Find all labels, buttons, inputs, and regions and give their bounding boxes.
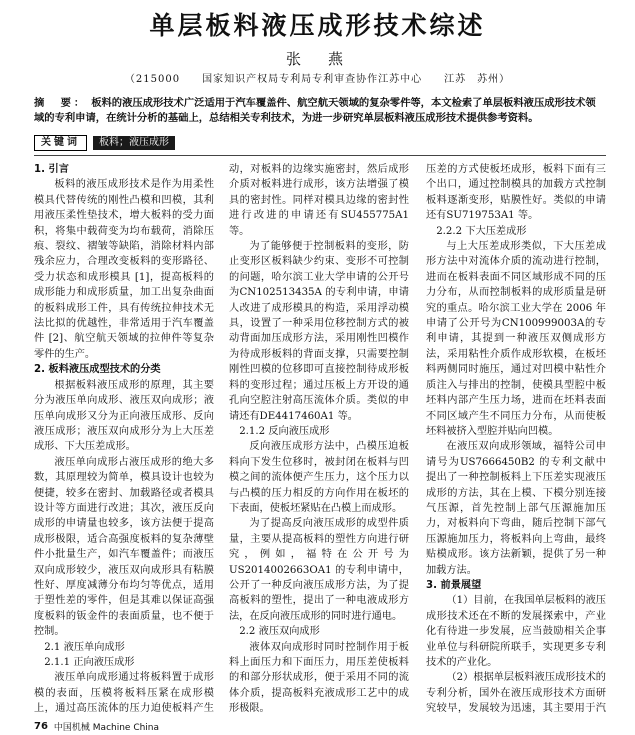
section-heading: 3. 前景展望 bbox=[426, 579, 482, 591]
body-paragraph: （2）根据单层板料液压成形技术的专利分析，国外在液压成形技术方面研究较早，发展较为迅速，其主要用于汽 bbox=[426, 672, 606, 715]
abstract-text: 板料的液压成形技术广泛适用于汽车覆盖件、航空航天领域的复杂零件等，本文检索了单层板料液压成形技术领域的专利申请，在统计分析的基础上，总结相关专利技术，为进一步研究单层板料液压成形技术提供参考资料。 bbox=[34, 97, 596, 124]
body-paragraph: 为了能够便于控制板料的变形，防止变形区板料缺少约束、变形不可控制的问题，哈尔滨工业大学申请的公开号为CN102513435A 的专利申请，申请人改进了成形模具的构造，采用浮动模具，设置了一种采用位移控制方式的被动背面加压成形方法，采用刚性凹模作为待成形板料的背面支撑，只需要控制刚性凹模的位移即可直接控制待成形板料的变形过程；通过压板上方开设的通孔向空腔注射高压流体介质。类似的申请还有DE4417460A1 等。 bbox=[229, 241, 409, 422]
body-paragraph: 液压单向成形通过将板料置于成形模的表面，压模将板料压紧在成形模上，通过高压流体的压力迫使板料产生 bbox=[34, 672, 214, 715]
author-affiliation: （215000 国家知识产权局专利局专利审查协作江苏中心 江苏 苏州） bbox=[124, 74, 511, 85]
section-heading: 2. 板料液压成型技术的分类 bbox=[34, 364, 161, 376]
subsection-heading: 2.1.1 正向液压成形 bbox=[44, 657, 135, 668]
keywords bbox=[34, 135, 175, 151]
paper-title: 单层板料液压成形技术综述 bbox=[149, 11, 486, 40]
abstract bbox=[34, 96, 606, 126]
body-paragraph: 液体双向成形时同时控制作用于板料上面压力和下面压力，用压差使板料的和部分形状成形，便于采用不同的流体介质，提高板料充液成形工艺中的成形极限。 bbox=[229, 641, 409, 715]
author-name: 张 燕 bbox=[285, 50, 349, 68]
body-paragraph: 与上大压差成形类似，下大压差成形方法中对流体介质的流动进行控制，进而在板料表面不同区域形成不同的压力分布，从而控制板料的成形质量是研究的重点。哈尔滨工业大学在 2006 年申请了公开号为CN100999003A的专利申请，其提到一种液压双侧成形方法，采用粘性介质作成形软模，在板坯料两侧同时施压，通过对凹模中粘性介质注入与排出的控制，使模具型腔中板坯料内部产生压力场，进而在坯料表面不同区域产生不同压力分布，从而使板坯料被挤入型腔并贴向凹模。 bbox=[426, 241, 606, 437]
section-heading: 1. 引言 bbox=[34, 164, 69, 175]
page-number: 76 bbox=[34, 720, 48, 732]
subsection-heading: 2.1 液压单向成形 bbox=[44, 641, 125, 653]
keywords-label: 关键词 bbox=[34, 135, 87, 151]
subsection-heading bbox=[229, 717, 409, 718]
body-paragraph: 动，对板料的边缘实施密封，然后成形介质对板料进行成形，该方法增强了模具的密封性。同样对模具边缘的密封性进行改进的申请还有SU455775A1 等。 bbox=[229, 164, 409, 237]
body-paragraph: 液压单向成形占液压成形的绝大多数，其原理较为简单，模具设计也较为便捷，较多在密封、加载路径或者模具设计等方面进行改进；其次，液压反向成形的申请量也较多，该方法便于提高成形极限，适合高强度板料的复杂薄壁件小批量生产，如汽车覆盖件；而液压双向成形较少，液压双向成形具有粘膜性好、厚度减薄分布均匀等优点，适用于塑性差的零件，但是其难以保证高强度板料的钣金件的表面质量，也不便于控制。 bbox=[34, 456, 214, 638]
subsection-heading: 2.1.2 反向液压成形 bbox=[239, 425, 330, 437]
subsection-heading: 2.2 液压双向成形 bbox=[239, 626, 320, 638]
body-paragraph: 压差的方式使板坯成形，板料下面有三个出口，通过控制模具的加载方式控制板料逐渐变形，贴膜性好。类似的申请还有SU719753A1 等。 bbox=[426, 164, 606, 222]
text-column-2 bbox=[229, 162, 409, 718]
text-column-3 bbox=[426, 162, 606, 718]
body-paragraph: 为了提高反向液压成形的成型件质量，主要从提高板料的塑性方向进行研究，例如，福特在公开号为US2014002663OA1 的专利申请中，公开了一种反向液压成形方法，为了提高板料的塑性，提出了一种电液成形方法，在反向液压成形的同时进行通电。 bbox=[229, 518, 409, 622]
body-paragraph: （1）目前，在我国单层板料的液压成形技术还在不断的发展探索中，产业化有待进一步发展，应当鼓励相关企事业单位与科研院所联手，实现更多专利技术的产业化。 bbox=[426, 595, 606, 668]
body-paragraph: 根据板料液压成形的原理，其主要分为液压单向成形、液压双向成形；液压单向成形又分为正向液压成形、反向液压成形；液压双向成形分为上大压差成形、下大压差成形。 bbox=[34, 379, 214, 453]
header-divider bbox=[34, 155, 606, 156]
journal-name: 中国机械 Machine China bbox=[53, 722, 160, 733]
body-paragraph: 在液压双向成形领域，福特公司申请号为US7666450B2 的专利文献中提出了一种控制板料上下压差实现液压成形的方法，其在上模、下模分别连接气压源，首先控制上部气压源施加压力，对板料向下弯曲，随后控制下部气压源施加压力，将板料向上弯曲，最终贴模成形。该方法新颖，提供了另一种加载方法。 bbox=[426, 441, 606, 576]
keywords-value: 板料；液压成形 bbox=[93, 136, 175, 150]
text-column-1 bbox=[34, 162, 214, 718]
body-paragraph: 板料的液压成形技术是作为用柔性模具代替传统的刚性凸模和凹模，其利用液压柔性垫技术，增大板料的受力面积，将集中载荷变为均布载荷，消除压痕、裂纹、褶皱等缺陷，消除材料内部残余应力，合理改变板料的变形路径、受力状态和成形模具 [1]，提高板料的成形能力和成形质量，加工出复杂曲面的板料成形工件，具有传统拉伸技术无法比拟的优越性，非常适用于汽车覆盖件 [2]、航空航天领域的拉伸件等复杂零件的生产。 bbox=[34, 179, 214, 360]
body-paragraph: 反向液压成形方法中，凸模压迫板料向下发生位移时，被封闭在板料与凹模之间的流体便产生压力，这个压力以与凸模的压力相反的方向作用在板坯的下表面，使板坯紧贴在凸模上而成形。 bbox=[229, 441, 409, 514]
page-footer bbox=[34, 719, 159, 733]
abstract-label: 摘 要： bbox=[34, 97, 88, 109]
subsection-heading: 2.2.2 下大压差成形 bbox=[436, 225, 527, 237]
